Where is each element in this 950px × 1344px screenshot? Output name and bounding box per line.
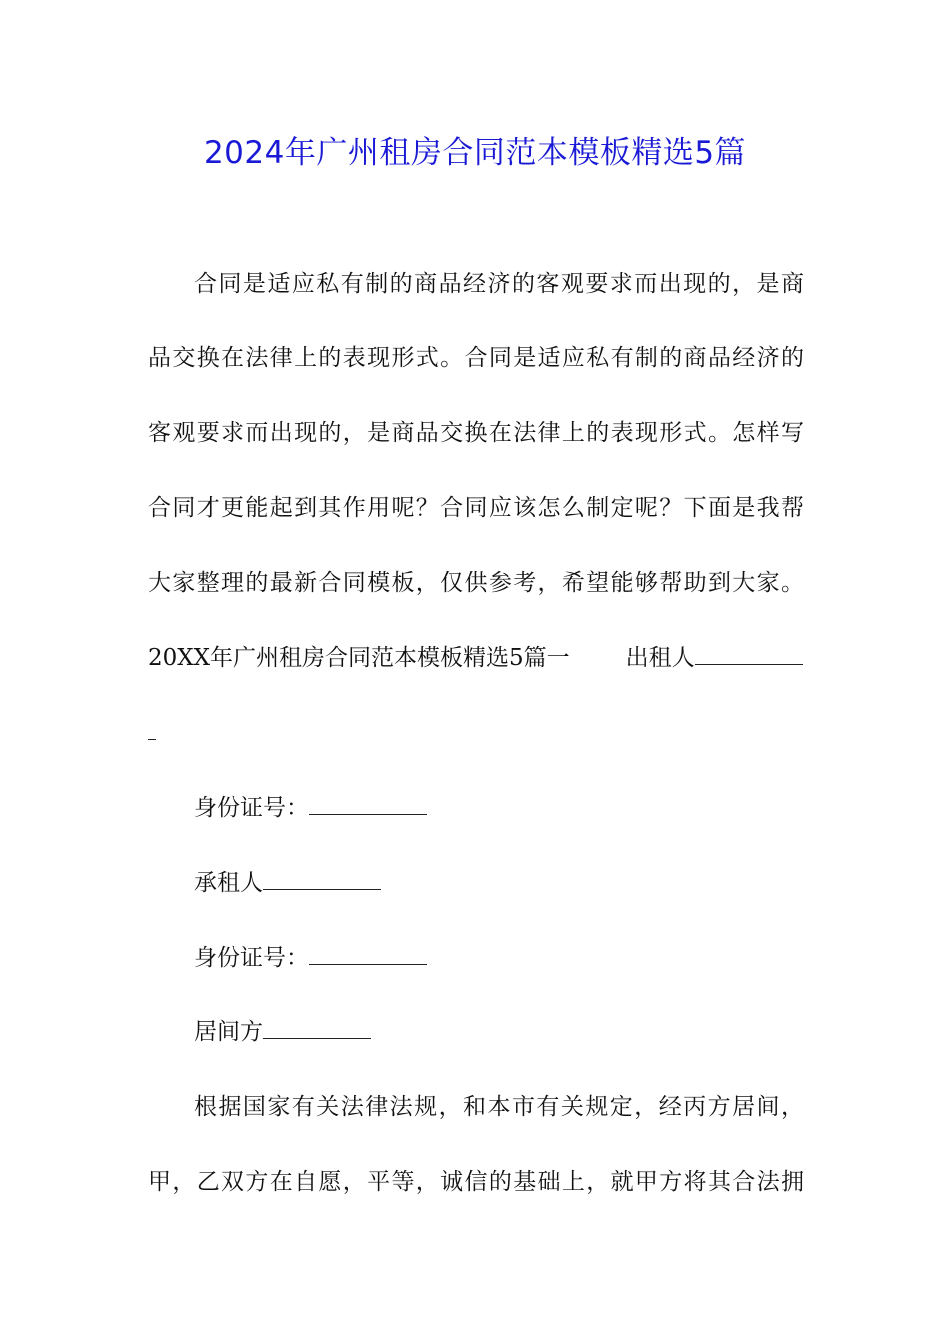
paragraph-line: 根据国家有关法律法规，和本市有关规定，经丙方居间， xyxy=(194,1094,804,1120)
lessor-blank xyxy=(695,642,803,665)
lessee-blank xyxy=(263,867,381,890)
paragraph-line: 合同才更能起到其作用呢？合同应该怎么制定呢？下面是我帮 xyxy=(148,495,804,521)
lessor-blank-tail xyxy=(148,717,156,740)
lessor-id-blank xyxy=(309,792,427,815)
lessor-blank-continuation xyxy=(148,716,156,750)
lessee-label: 承租人 xyxy=(194,870,263,896)
paragraph-line: 大家整理的最新合同模板，仅供参考，希望能够帮助到大家。 xyxy=(148,570,804,596)
section-heading: 20XX年广州租房合同范本模板精选5篇一 xyxy=(148,645,570,671)
lessor-id-label: 身份证号： xyxy=(194,795,309,821)
paragraph-line: 品交换在法律上的表现形式。合同是适应私有制的商品经济的 xyxy=(148,345,804,371)
lessee-line xyxy=(194,866,381,900)
intermediary-line xyxy=(194,1015,371,1049)
lessor-label: 出租人 xyxy=(625,645,695,671)
intermediary-blank xyxy=(263,1016,371,1039)
section-heading-line xyxy=(148,641,803,675)
lessee-id-line xyxy=(194,941,427,975)
lessee-id-blank xyxy=(309,942,427,965)
paragraph-line: 客观要求而出现的，是商品交换在法律上的表现形式。怎样写 xyxy=(148,420,804,446)
lessee-id-label: 身份证号： xyxy=(194,945,309,971)
lessor-id-line xyxy=(194,791,427,825)
paragraph-line: 甲，乙双方在自愿，平等，诚信的基础上，就甲方将其合法拥 xyxy=(148,1169,804,1195)
intermediary-label: 居间方 xyxy=(194,1019,263,1045)
page-title: 2024年广州租房合同范本模板精选5篇 xyxy=(203,135,747,171)
paragraph-line: 合同是适应私有制的商品经济的客观要求而出现的，是商 xyxy=(194,271,804,297)
